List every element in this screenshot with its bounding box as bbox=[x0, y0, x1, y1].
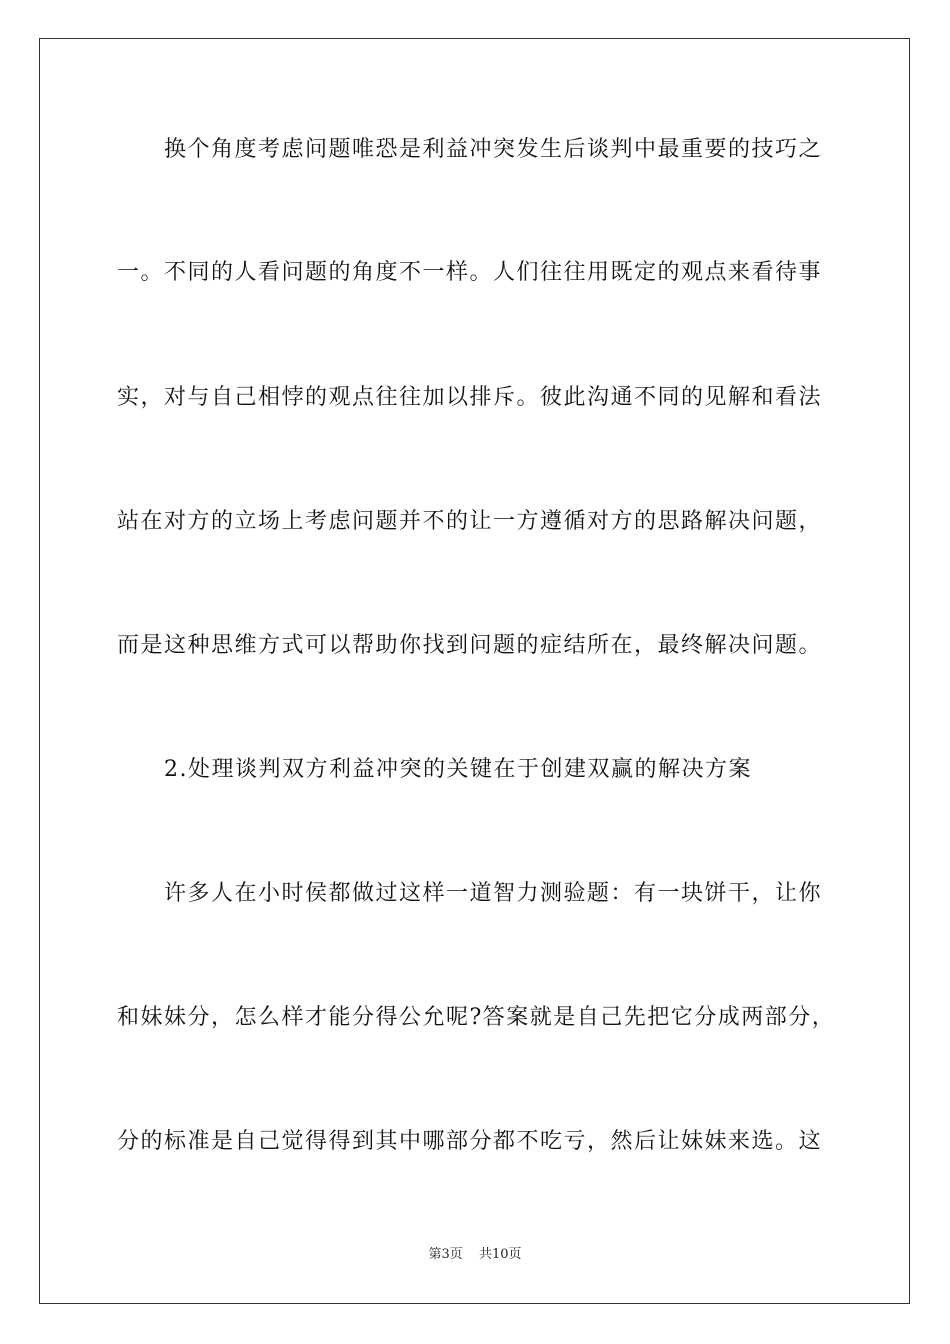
paragraph-line: 站在对方的立场上考虑问题并不的让一方遵循对方的思路解决问题， bbox=[117, 509, 823, 534]
page-footer bbox=[0, 1246, 950, 1264]
page-border bbox=[39, 38, 910, 1304]
paragraph-line: 实，对与自己相悖的观点往往加以排斥。彼此沟通不同的见解和看法 bbox=[117, 385, 823, 410]
page-number: 第3页 bbox=[428, 1247, 463, 1262]
paragraph-line: 分的标准是自己觉得得到其中哪部分都不吃亏，然后让妹妹来选。这 bbox=[117, 1129, 823, 1154]
paragraph-line: 和妹妹分，怎么样才能分得公允呢?答案就是自己先把它分成两部分， bbox=[117, 1005, 836, 1030]
paragraph-line: 而是这种思维方式可以帮助你找到问题的症结所在，最终解决问题。 bbox=[117, 633, 823, 658]
section-heading: 2.处理谈判双方利益冲突的关键在于创建双赢的解决方案 bbox=[164, 757, 752, 782]
paragraph-line: 许多人在小时侯都做过这样一道智力测验题：有一块饼干，让你 bbox=[164, 881, 823, 906]
paragraph-line: 一。不同的人看问题的角度不一样。人们往往用既定的观点来看待事 bbox=[117, 260, 823, 285]
paragraph-line: 换个角度考虑问题唯恐是利益冲突发生后谈判中最重要的技巧之 bbox=[164, 137, 823, 162]
page-total: 共10页 bbox=[478, 1247, 522, 1262]
